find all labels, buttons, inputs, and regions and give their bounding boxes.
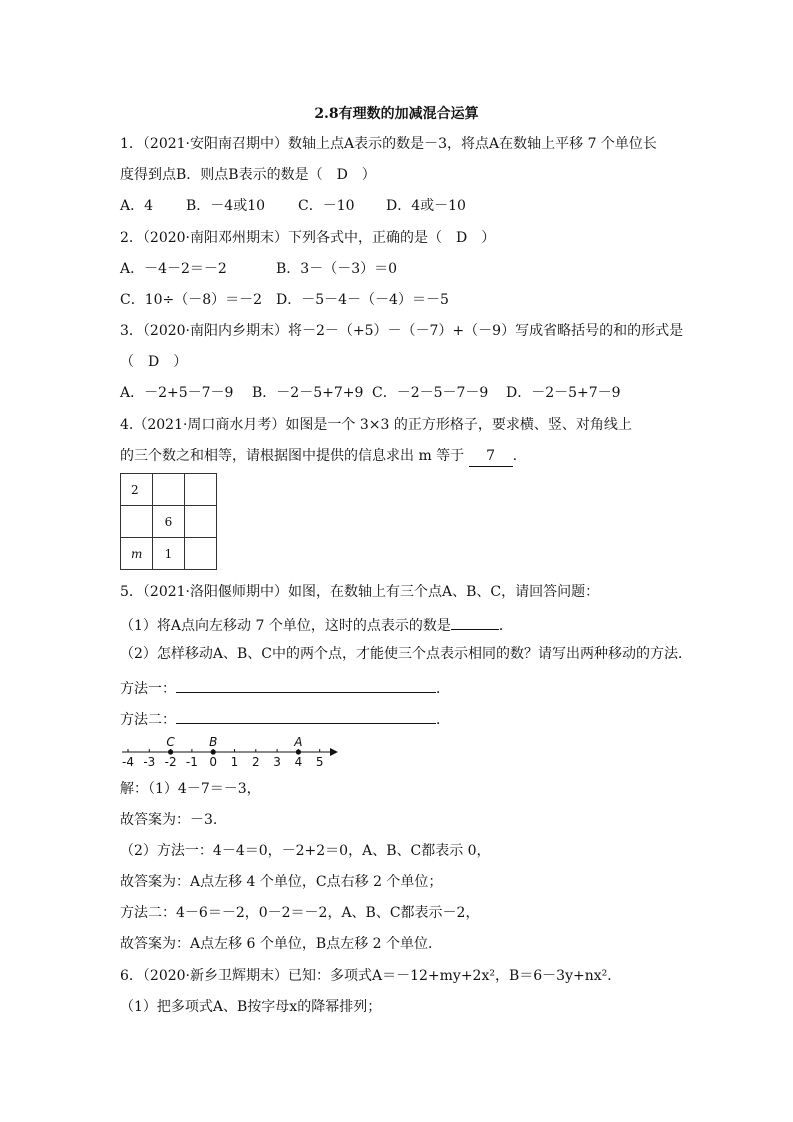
number-line-point-label: B — [209, 735, 218, 749]
q5-part1-blank — [451, 613, 499, 630]
q2-options-row1 — [120, 259, 397, 279]
q2-option-c: C．10÷（－8）＝－2 — [120, 292, 263, 308]
q5-solution-5: 方法二：4－6＝－2，0－2＝－2，A、B、C都表示－2， — [120, 905, 480, 921]
q5-method1-end: ． — [436, 681, 450, 697]
grid-row — [121, 506, 217, 538]
q5-method2-label: 方法二： — [120, 712, 176, 728]
grid-cell: 6 — [153, 506, 185, 538]
q5-part1-end: ． — [498, 618, 513, 634]
q5-solution-4: 故答案为：A点左移 4 个单位，C点右移 2 个单位； — [120, 874, 443, 890]
q6-part1: （1）把多项式A、B按字母x的降幂排列； — [120, 999, 382, 1015]
q1-option-c: C．－10 — [298, 198, 355, 214]
q5-part1 — [120, 613, 513, 636]
number-line-tick-label: 3 — [273, 755, 281, 769]
q5-method2-blank — [176, 707, 436, 724]
q3-option-d: D．－2－5+7－9 — [506, 385, 621, 401]
page-title: 2.8有理数的加减混合运算 — [314, 106, 479, 122]
number-line — [118, 732, 348, 772]
number-line-arrow — [330, 748, 338, 756]
q4-line2-end: . — [512, 448, 518, 464]
grid-cell — [121, 506, 153, 538]
number-line-point-label: A — [294, 735, 303, 749]
q5-method2-end: ． — [436, 712, 450, 728]
q4-line2-text: 的三个数之和相等，请根据图中提供的信息求出 m 等于 — [120, 448, 465, 464]
number-line-tick-label: -4 — [122, 755, 134, 769]
grid-row — [121, 474, 217, 506]
number-line-point-label: C — [166, 735, 175, 749]
q3-line1: 3．（2020·南阳内乡期末）将－2－（+5）－（－7）+（－9）写成省略括号的和的形式是 — [120, 323, 684, 339]
q5-part2: （2）怎样移动A、B、C中的两个点，才能使三个点表示相同的数？请写出两种移动的方法． — [120, 646, 693, 662]
q1-line2: 度得到点B．则点B表示的数是（ D ） — [120, 167, 376, 183]
q1-line1: 1．（2021·安阳南召期中）数轴上点A表示的数是－3，将点A在数轴上平移 7 个单位长 — [120, 136, 657, 152]
q5-method2 — [120, 707, 450, 730]
q4-answer-blank: 7 — [469, 446, 513, 467]
q6-stem: 6．（2020·新乡卫辉期末）已知：多项式A＝－12+my+2x²，B＝6－3y+nx²． — [120, 968, 622, 984]
q2-option-d: D．－5－4－（－4）＝－5 — [276, 292, 449, 308]
q5-solution-2: 故答案为：－3. — [120, 812, 218, 828]
grid-cell — [185, 538, 217, 570]
q5-solution-6: 故答案为：A点左移 6 个单位，B点左移 2 个单位． — [120, 936, 443, 952]
number-line-point-a — [296, 749, 301, 754]
q3-line2: （ D ） — [120, 354, 188, 370]
q3-options — [120, 383, 621, 403]
grid-cell — [185, 506, 217, 538]
q2-stem: 2．（2020·南阳邓州期末）下列各式中，正确的是（ D ） — [120, 230, 496, 246]
q5-method1-label: 方法一： — [120, 681, 176, 697]
q5-method1 — [120, 676, 450, 699]
grid-cell — [153, 474, 185, 506]
q2-option-b: B．3－（－3）＝0 — [276, 261, 398, 277]
q4-line2 — [120, 446, 517, 467]
q3-option-a: A．－2+5－7－9 — [120, 385, 234, 401]
number-line-tick-label: 4 — [294, 755, 303, 769]
number-line-tick-label: 0 — [209, 755, 218, 769]
number-line-point-c — [168, 749, 173, 754]
q5-stem: 5．（2021·洛阳偃师期中）如图，在数轴上有三个点A、B、C，请回答问题： — [120, 584, 600, 600]
q1-options — [120, 196, 466, 216]
q3-option-c: C．－2－5－7－9 — [372, 385, 489, 401]
magic-square-grid — [120, 473, 217, 570]
q2-option-a: A．－4－2＝－2 — [120, 261, 227, 277]
grid-cell: m — [121, 538, 153, 570]
q1-option-a: A．4 — [120, 198, 154, 214]
grid-row — [121, 538, 217, 570]
q5-solution-1: 解：（1）4－7＝－3， — [120, 781, 261, 797]
number-line-tick-label: -1 — [185, 755, 198, 769]
number-line-tick-label: -3 — [143, 755, 156, 769]
q5-part1-text: （1）将A点向左移动 7 个单位，这时的点表示的数是 — [120, 618, 451, 634]
number-line-tick-label: -2 — [164, 755, 177, 769]
number-line-tick-label: 2 — [251, 755, 260, 769]
q3-option-b: B．－2－5+7+9 — [252, 385, 364, 401]
q2-options-row2 — [120, 290, 449, 310]
grid-cell: 2 — [121, 474, 153, 506]
q5-method1-blank — [176, 676, 436, 693]
q5-solution-3: （2）方法一：4－4＝0，－2+2＝0，A、B、C都表示 0， — [120, 843, 491, 859]
number-line-tick-label: 5 — [315, 755, 324, 769]
number-line-point-b — [211, 749, 216, 754]
q1-option-d: D．4或－10 — [386, 198, 466, 214]
number-line-tick-label: 1 — [230, 755, 239, 769]
q1-option-b: B．－4或10 — [186, 198, 266, 214]
grid-cell — [185, 474, 217, 506]
q4-line1: 4.（2021·周口商水月考）如图是一个 3×3 的正方形格子，要求横、竖、对角线上 — [120, 417, 632, 433]
grid-cell: 1 — [153, 538, 185, 570]
